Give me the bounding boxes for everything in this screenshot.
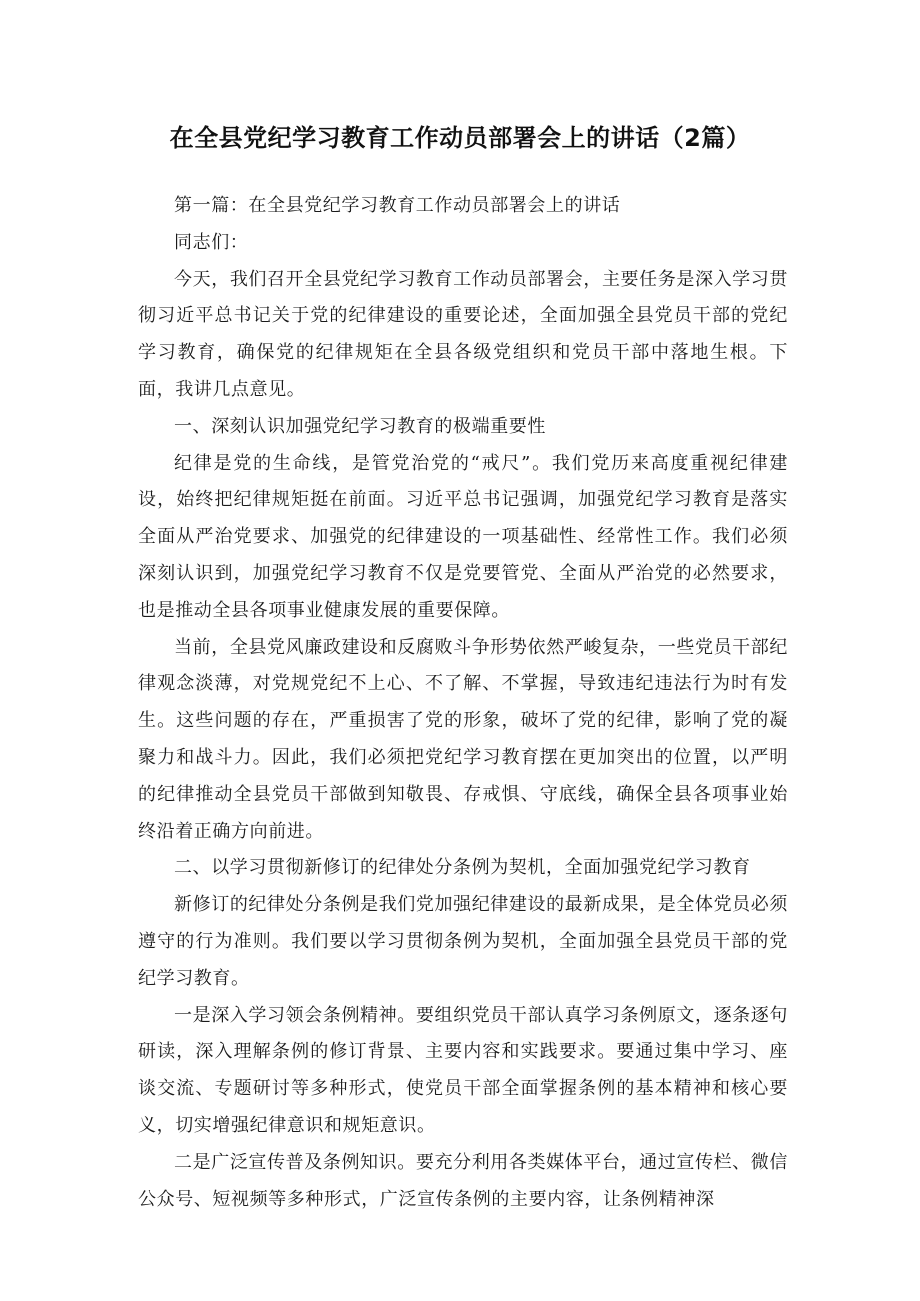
salutation: 同志们：	[174, 231, 249, 253]
section-heading-2: 二、以学习贯彻新修订的纪律处分条例为契机，全面加强党纪学习教育	[174, 857, 751, 879]
body-paragraph: 今天，我们召开全县党纪学习教育工作动员部署会，主要任务是深入学习贯彻习近平总书记关于党的纪律建设的重要论述，全面加强全县党员干部的党纪学习教育，确保党的纪律规矩在全县各级党组织和党员干部中落地生根。下面，我讲几点意见。	[138, 268, 788, 400]
document-title: 在全县党纪学习教育工作动员部署会上的讲话（2篇）	[169, 124, 751, 152]
body-paragraph: 新修订的纪律处分条例是我们党加强纪律建设的最新成果，是全体党员必须遵守的行为准则。我们要以学习贯彻条例为契机，全面加强全县党员干部的党纪学习教育。	[138, 894, 788, 989]
body-paragraph: 一是深入学习领会条例精神。要组织党员干部认真学习条例原文，逐条逐句研读，深入理解条例的修订背景、主要内容和实践要求。要通过集中学习、座谈交流、专题研讨等多种形式，使党员干部全面掌握条例的基本精神和核心要义，切实增强纪律意识和规矩意识。	[138, 1004, 788, 1136]
body-paragraph: 纪律是党的生命线，是管党治党的“戒尺”。我们党历来高度重视纪律建设，始终把纪律规矩挺在前面。习近平总书记强调，加强党纪学习教育是落实全面从严治党要求、加强党的纪律建设的一项基础性、经常性工作。我们必须深刻认识到，加强党纪学习教育不仅是党要管党、全面从严治党的必然要求，也是推动全县各项事业健康发展的重要保障。	[138, 452, 788, 621]
section-heading-1: 一、深刻认识加强党纪学习教育的极端重要性	[174, 415, 546, 437]
body-paragraph: 当前，全县党风廉政建设和反腐败斗争形势依然严峻复杂，一些党员干部纪律观念淡薄，对党规党纪不上心、不了解、不掌握，导致违纪违法行为时有发生。这些问题的存在，严重损害了党的形象，破坏了党的纪律，影响了党的凝聚力和战斗力。因此，我们必须把党纪学习教育摆在更加突出的位置，以严明的纪律推动全县党员干部做到知敬畏、存戒惧、守底线，确保全县各项事业始终沿着正确方向前进。	[138, 636, 788, 842]
section-heading-part-one: 第一篇：在全县党纪学习教育工作动员部署会上的讲话	[174, 195, 621, 216]
body-paragraph: 二是广泛宣传普及条例知识。要充分利用各类媒体平台，通过宣传栏、微信公众号、短视频等多种形式，广泛宣传条例的主要内容，让条例精神深	[138, 1151, 788, 1210]
document-body	[138, 188, 788, 1218]
